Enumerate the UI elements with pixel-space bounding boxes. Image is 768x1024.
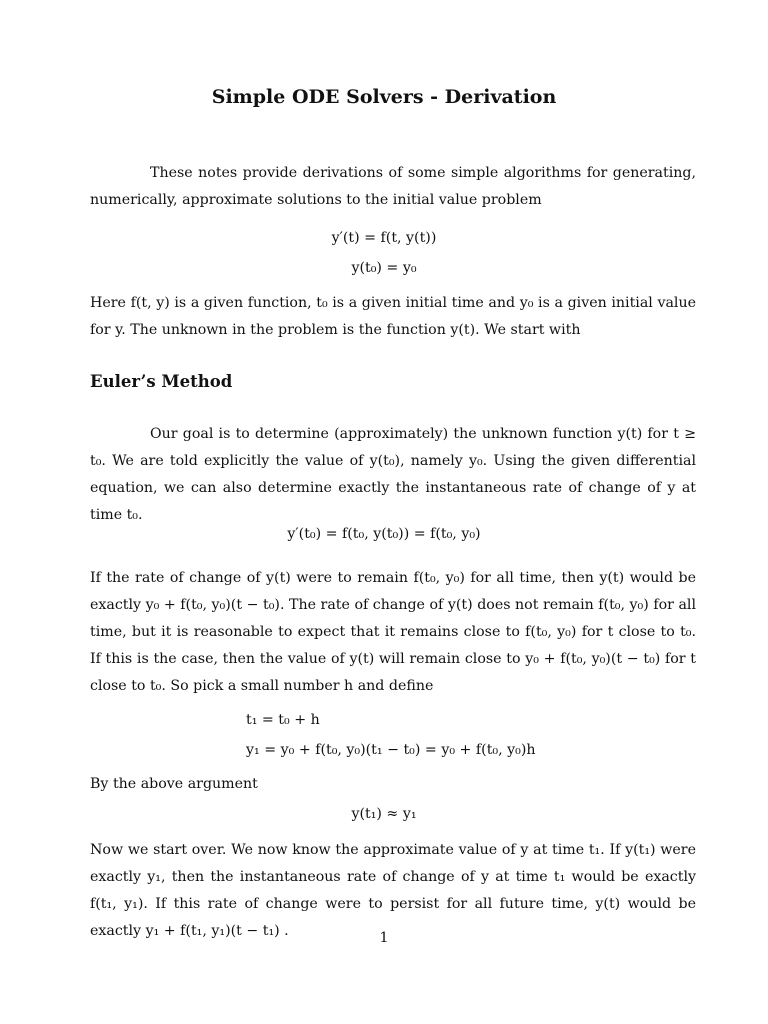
equation-approx: y(t₁) ≈ y₁ bbox=[351, 806, 417, 822]
section-heading-euler: Euler’s Method bbox=[90, 372, 233, 391]
equation-rate-at-t0: y′(t₀) = f(t₀, y(t₀)) = f(t₀, y₀) bbox=[287, 526, 481, 542]
equation-ode: y′(t) = f(t, y(t)) bbox=[331, 230, 437, 246]
intro-paragraph: These notes provide derivations of some simple algorithms for generating, numerically, approximate solutions to the initial value problem bbox=[90, 165, 696, 208]
above-argument-paragraph: By the above argument bbox=[90, 776, 258, 792]
start-over-paragraph: Now we start over. We now know the approximate value of y at time t₁. If y(t₁) were exactly y₁, then the instantaneous rate of change of y at time t₁ would be exactly f(t₁, y₁). If this rate of change were to persist for all future time, y(t) would be exactly y₁ + f(t₁, y₁)(t − t₁) . bbox=[90, 842, 696, 939]
equation-t1: t₁ = t₀ + h bbox=[246, 712, 320, 728]
document-title: Simple ODE Solvers - Derivation bbox=[211, 86, 557, 108]
equation-y1: y₁ = y₀ + f(t₀, y₀)(t₁ − t₀) = y₀ + f(t₀, y₀)h bbox=[246, 742, 536, 758]
equation-initial-condition: y(t₀) = y₀ bbox=[351, 260, 417, 276]
page-number: 1 bbox=[379, 930, 389, 946]
problem-description-paragraph: Here f(t, y) is a given function, t₀ is a given initial time and y₀ is a given initial value for y. The unknown in the problem is the function y(t). We start with bbox=[90, 295, 696, 338]
euler-argument-paragraph: If the rate of change of y(t) were to remain f(t₀, y₀) for all time, then y(t) would be exactly y₀ + f(t₀, y₀)(t − t₀). The rate of change of y(t) does not remain f(t₀, y₀) for all time, but it is reasonable to expect that it remains close to f(t₀, y₀) for t close to t₀. If this is the case, then the value of y(t) will remain close to y₀ + f(t₀, y₀)(t − t₀) for t close to t₀. So pick a small number h and define bbox=[90, 570, 696, 694]
euler-goal-paragraph: Our goal is to determine (approximately) the unknown function y(t) for t ≥ t₀. We are told explicitly the value of y(t₀), namely y₀. Using the given differential equation, we can also determine exactly the instantaneous rate of change of y at time t₀. bbox=[90, 426, 696, 523]
